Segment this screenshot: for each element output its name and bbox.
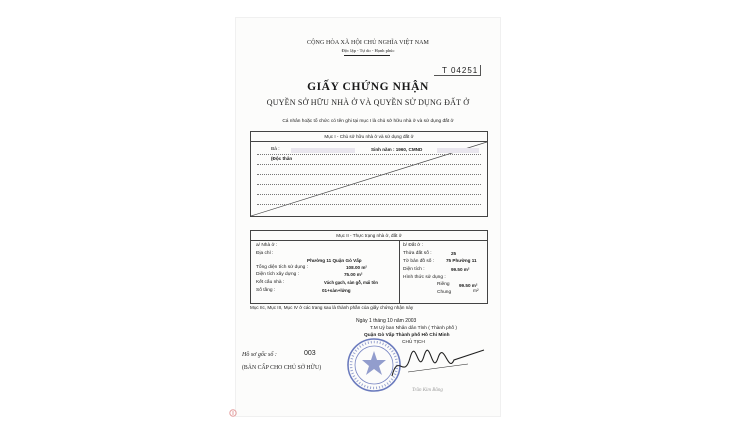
land-area-value: 99.50 m²: [451, 267, 470, 272]
copy-note: (BẢN CẤP CHO CHỦ SỞ HỮU): [242, 365, 322, 371]
dotted-line: [257, 204, 481, 205]
registry-number: 003: [304, 350, 316, 357]
section-owner-heading: Mục I - Chủ sở hữu nhà ở và sử dụng đất ở: [324, 134, 414, 139]
owner-note: Cá nhân hoặc tổ chức có tên ghi tại mục I là chủ sở hữu nhà ở và sử dụng đất ở: [282, 119, 454, 124]
floors-label: Số tầng :: [256, 288, 276, 293]
built-area-label: Diện tích xây dựng :: [256, 272, 299, 277]
signature-icon: [388, 346, 488, 382]
section-owner: [250, 131, 488, 217]
owner-status: (Độc thân: [271, 156, 293, 161]
dotted-line: [257, 164, 481, 165]
signer-title: CHỦ TỊCH: [402, 340, 425, 345]
map-sheet-label: Tờ bản đồ số :: [403, 259, 435, 264]
section-property: [250, 230, 488, 304]
house-title: a/ Nhà ở :: [256, 243, 278, 248]
parcel-label: Thửa đất số :: [403, 251, 432, 256]
map-sheet-value: 75 Phường 11: [446, 258, 477, 263]
private-value: 99.50 m²: [459, 283, 478, 288]
structure-label: Kết cấu nhà :: [256, 280, 285, 285]
nation-heading: CỘNG HÒA XÃ HỘI CHỦ NGHĨA VIỆT NAM: [306, 40, 429, 46]
watermark-icon: [229, 409, 237, 417]
private-label: Riêng: [437, 282, 450, 287]
use-form-label: Hình thức sử dụng :: [403, 275, 446, 280]
dotted-line: [257, 154, 481, 155]
annex-note: Mục IIc, Mục III, Mục IV ở các trang sau là thành phần của giấy chứng nhận này: [250, 305, 414, 310]
house-address-value: Phường 11 Quận Gò Vấp: [307, 258, 362, 263]
floor-area-value: 108.00 m²: [346, 265, 367, 270]
house-address-label: Địa chỉ :: [256, 251, 274, 256]
dotted-line: [257, 194, 481, 195]
section-divider: [251, 240, 487, 241]
land-title: b/ Đất ở :: [403, 243, 423, 248]
floors-value: 01+sàn+lửng: [322, 288, 351, 293]
dotted-line: [257, 174, 481, 175]
built-area-value: 75.00 m²: [344, 272, 363, 277]
motto: Độc lập - Tự do - Hạnh phúc: [341, 48, 395, 53]
redacted-name: [291, 148, 355, 153]
signer-name: Trần Kim Bằng: [412, 388, 443, 393]
shared-label: Chung: [437, 290, 452, 295]
structure-value: Vách gạch, sàn gỗ, mái tôn: [324, 280, 378, 285]
owner-birth: Sinh năm : 1960, CMND: [371, 147, 423, 152]
dotted-line: [257, 184, 481, 185]
issue-date: Ngày 1 tháng 10 năm 2003: [356, 318, 417, 324]
section-property-heading: Mục II - Thực trạng nhà ở, đất ở: [336, 233, 402, 238]
land-area-label: Diện tích :: [403, 267, 425, 272]
certificate-page: [236, 18, 500, 416]
serial-number: T 04251: [442, 66, 479, 75]
authority-district: Quận Gò Vấp Thành phố Hồ Chí Minh: [364, 333, 450, 338]
certificate-title: GIẤY CHỨNG NHẬN: [307, 81, 429, 93]
redacted-id: [437, 148, 479, 153]
floor-area-label: Tổng diện tích sử dụng :: [256, 265, 309, 270]
column-divider: [399, 240, 400, 303]
authority-line: T.M Uỷ ban Nhân dân Tỉnh ( Thành phố ): [370, 326, 458, 331]
registry-label: Hồ sơ gốc số :: [242, 352, 277, 358]
shared-value: m²: [473, 289, 479, 294]
certificate-subtitle: QUYỀN SỞ HỮU NHÀ Ở VÀ QUYỀN SỬ DỤNG ĐẤT Ở: [266, 98, 470, 107]
owner-name-label: Bà :: [271, 147, 280, 152]
motto-underline: [344, 55, 390, 56]
parcel-value: 25: [451, 251, 457, 256]
